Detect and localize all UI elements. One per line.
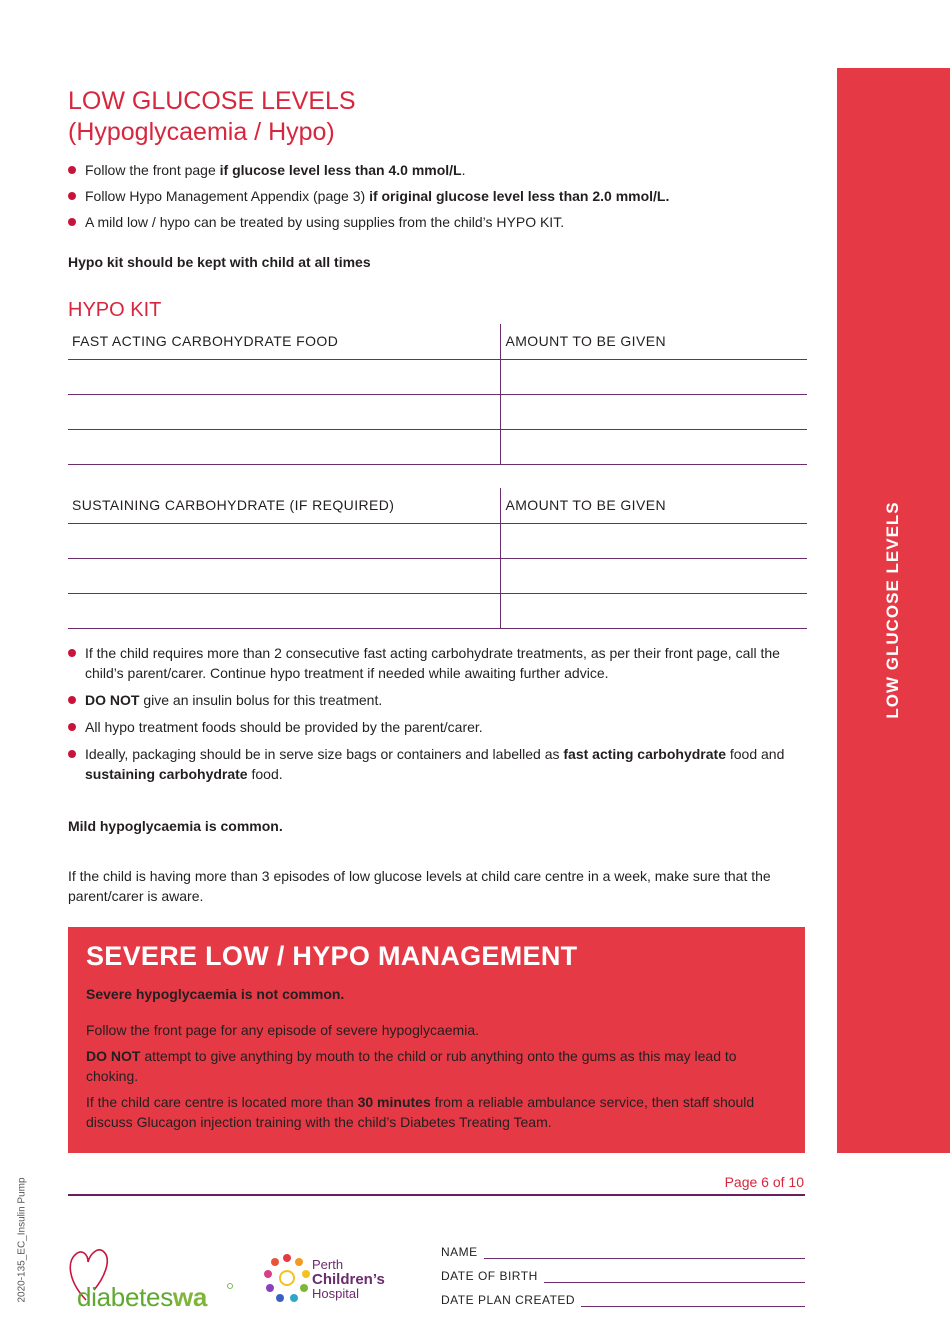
page-title [68, 86, 356, 148]
bullet-icon [68, 166, 76, 174]
footer-divider [68, 1194, 805, 1196]
severe-paragraph-2: DO NOT attempt to give anything by mouth to the child or rub anything onto the gums as this may lead to choking. [86, 1048, 737, 1084]
date-created-input-line[interactable] [581, 1295, 805, 1307]
severe-paragraph-3: If the child care centre is located more than 30 minutes from a reliable ambulance service, then staff should discuss Glucagon injection training with the child’s Diabetes Treating Team. [86, 1094, 755, 1130]
name-input-line[interactable] [484, 1247, 805, 1259]
episodes-paragraph: If the child is having more than 3 episodes of low glucose levels at child care centre in a week, make sure that the parent/carer is aware. [68, 868, 771, 904]
table-row [68, 593, 807, 628]
dob-input-line[interactable] [544, 1271, 805, 1283]
date-created-label: DATE PLAN CREATED [441, 1293, 576, 1307]
treatment-bullet-list [68, 643, 808, 791]
bullet-icon [68, 218, 76, 226]
amount-cell[interactable] [500, 394, 807, 429]
table-row [68, 523, 807, 558]
severe-heading: SEVERE LOW / HYPO MANAGEMENT [86, 941, 578, 971]
bullet-icon [68, 696, 76, 704]
amount-cell[interactable] [500, 429, 807, 464]
page-number: Page 6 of 10 [724, 1174, 804, 1190]
severe-subheading: Severe hypoglycaemia is not common. [86, 986, 345, 1002]
severe-management-box [68, 927, 805, 1153]
table-header-row [68, 324, 807, 359]
column-header-amount: AMOUNT TO BE GIVEN [500, 488, 807, 523]
table-header-row [68, 488, 807, 523]
food-cell[interactable] [68, 558, 500, 593]
diabeteswa-logo: diabeteswa [77, 1282, 207, 1312]
table-row [68, 359, 807, 394]
column-header-amount: AMOUNT TO BE GIVEN [500, 324, 807, 359]
dob-field [441, 1269, 805, 1283]
title-line-2: (Hypoglycaemia / Hypo) [68, 118, 335, 146]
food-cell[interactable] [68, 394, 500, 429]
table-row [68, 429, 807, 464]
food-cell[interactable] [68, 593, 500, 628]
bullet-icon [68, 723, 76, 731]
table-row [68, 558, 807, 593]
intro-bullet-list [68, 160, 808, 238]
food-cell[interactable] [68, 523, 500, 558]
hypo-kit-title: HYPO KIT [68, 299, 162, 321]
list-item: DO NOT give an insulin bolus for this treatment. [68, 690, 808, 710]
document-code: 2020-135_EC_Insulin Pump [16, 1177, 28, 1303]
dob-label: DATE OF BIRTH [441, 1269, 538, 1283]
column-header-food: FAST ACTING CARBOHYDRATE FOOD [68, 324, 500, 359]
amount-cell[interactable] [500, 558, 807, 593]
name-field [441, 1245, 805, 1259]
date-created-field [441, 1293, 805, 1307]
list-item: A mild low / hypo can be treated by using supplies from the child’s HYPO KIT. [68, 212, 808, 232]
food-cell[interactable] [68, 359, 500, 394]
list-item: All hypo treatment foods should be provided by the parent/carer. [68, 717, 808, 737]
kit-note: Hypo kit should be kept with child at all times [68, 254, 371, 270]
table-row [68, 394, 807, 429]
list-item: Follow Hypo Management Appendix (page 3) if original glucose level less than 2.0 mmol/L. [68, 186, 808, 206]
bullet-icon [68, 649, 76, 657]
amount-cell[interactable] [500, 593, 807, 628]
side-tab-label: LOW GLUCOSE LEVELS [883, 501, 902, 719]
list-item: If the child requires more than 2 consecutive fast acting carbohydrate treatments, as per their front page, call the child’s parent/carer. Continue hypo treatment if needed while awaiting further advice. [68, 643, 808, 683]
column-header-sustaining: SUSTAINING CARBOHYDRATE (IF REQUIRED) [68, 488, 500, 523]
bullet-icon [68, 192, 76, 200]
list-item: Ideally, packaging should be in serve size bags or containers and labelled as fast acting carbohydrate food and sustaining carbohydrate food. [68, 744, 808, 784]
bullet-icon [68, 750, 76, 758]
perth-childrens-hospital-logo-icon [262, 1250, 312, 1308]
amount-cell[interactable] [500, 359, 807, 394]
sustaining-table [68, 488, 807, 629]
food-cell[interactable] [68, 429, 500, 464]
fast-acting-table [68, 324, 807, 465]
list-item: Follow the front page if glucose level less than 4.0 mmol/L. [68, 160, 808, 180]
name-label: NAME [441, 1245, 478, 1259]
severe-paragraph-1: Follow the front page for any episode of severe hypoglycaemia. [86, 1022, 480, 1038]
amount-cell[interactable] [500, 523, 807, 558]
mild-note: Mild hypoglycaemia is common. [68, 818, 283, 834]
title-line-1: LOW GLUCOSE LEVELS [68, 87, 356, 115]
perth-childrens-hospital-logo: Perth Children’s Hospital [312, 1257, 385, 1301]
